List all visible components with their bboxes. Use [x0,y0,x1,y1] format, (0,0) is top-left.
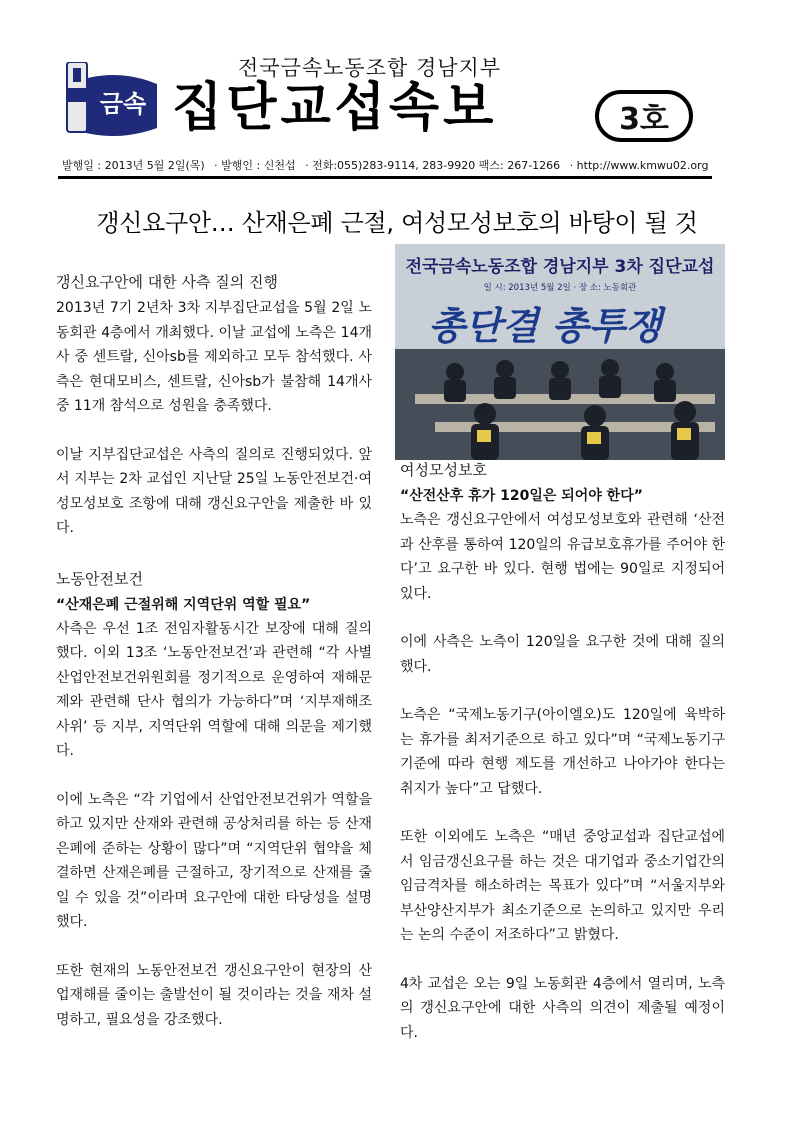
paragraph: 이날 지부집단교섭은 사측의 질의로 진행되었다. 앞서 지부는 2차 교섭인 지난달 25일 노동안전보건·여성모성보호 조항에 대해 갱신요구안을 제출한 바 있다. [56,446,372,536]
union-logo [63,62,163,144]
paragraph: 이에 사측은 노측이 120일을 요구한 것에 대해 질의했다. [400,634,725,675]
publish-date: 발행일 : 2013년 5월 2일(목) [62,159,205,172]
contact-phone: · 전화:055)283-9114, 283-9920 팩스: 267-1266 [305,159,561,172]
paragraph: 2013년 7기 2년차 3차 지부집단교섭을 5월 2일 노동회관 4층에서 개최했다. 이날 교섭에 노측은 14개사 중 센트랄, 신아sb를 제외하고 모두 참석했다. 사측은 현대모비스, 센트랄, 신아sb가 불참해 14개사 중 11개 참석으로 성원을 충족했다. [56,300,372,414]
header-divider [58,176,712,179]
banner-title: 전국금속노동조합 경남지부 3차 집단교섭 [405,257,715,277]
paragraph: 이에 노측은 “각 기업에서 산업안전보건위가 역할을 하고 있지만 산재와 관련해 공상처리를 하는 등 산재은폐에 준하는 상황이 많다”며 “지역단위 협약을 체결하면 산재은폐를 근절하고, 장기적으로 산재를 줄일 수 있을 것”이라며 요구안에 대한 타당성을 설명했다. [56,791,372,930]
section-subheading-safety: “산재은폐 근절위해 지역단위 역할 필요” [56,596,311,613]
banner-subtitle: 일 시: 2013년 5월 2일 · 장 소: 노동회관 [483,283,637,293]
newsletter-title: 집단교섭속보 [172,78,498,138]
organization-name: 전국금속노동조합 경남지부 [238,56,502,80]
banner-slogan: 총단결 총투쟁 [428,303,662,348]
publisher: · 발행인 : 신천섭 [214,159,296,172]
website-url: · http://www.kmwu02.org [569,159,709,172]
section-heading-maternity: 여성모성보호 [400,461,487,479]
paragraph: 4차 교섭은 오는 9일 노동회관 4층에서 열리며, 노측의 갱신요구안에 대한 사측의 의견이 제출될 예정이다. [400,975,725,1041]
paragraph: 또한 현재의 노동안전보건 갱신요구안이 현장의 산업재해를 줄이는 출발선이 될 것이라는 것을 재차 설명하고, 필요성을 강조했다. [56,962,372,1028]
paragraph: 사측은 우선 1조 전임자활동시간 보장에 대해 질의했다. 이외 13조 ‘노동안전보건’과 관련해 “각 사별 산업안전보건위원회를 정기적으로 운영하여 재해문제와 관련해 단사 협의가 가능하다”며 ‘지부재해조사위’ 등 지부, 지역단위 역할에 대해 의문을 제기했다. [56,620,372,759]
section-heading-negotiation: 갱신요구안에 대한 사측 질의 진행 [56,273,278,291]
right-column [400,458,725,1045]
logo-text: 금속 [99,90,147,118]
left-column [56,270,372,1032]
publication-info [62,157,714,173]
bargaining-photo [395,244,725,460]
issue-number: 3호 [619,102,669,137]
paragraph: 노측은 갱신요구안에서 여성모성보호와 관련해 ‘산전과 산후를 통하여 120일의 유급보호휴가를 주어야 한다’고 요구한 바 있다. 현행 법에는 90일로 지정되어 있다. [400,512,725,602]
paragraph: 노측은 “국제노동기구(아이엘오)도 120일에 육박하는 휴가를 최저기준으로 하고 있다”며 “국제노동기구 기준에 따라 현행 제도를 개선하고 나아가야 한다는 취지가 높다”고 답했다. [400,707,725,797]
paragraph: 또한 이외에도 노측은 “매년 중앙교섭과 집단교섭에서 임금갱신요구를 하는 것은 대기업과 중소기업간의 임금격차를 해소하려는 목표가 있다”며 “서울지부와 부산양산지부가 최소기준으로 논의하고 있지만 우리는 논의 수준이 저조하다”고 밝혔다. [400,829,725,943]
issue-number-badge [595,90,693,142]
main-headline: 갱신요구안… 산재은폐 근절, 여성모성보호의 바탕이 될 것 [96,209,698,237]
section-heading-safety: 노동안전보건 [56,569,143,588]
section-subheading-maternity: “산전산후 휴가 120일은 되어야 한다” [400,488,643,504]
